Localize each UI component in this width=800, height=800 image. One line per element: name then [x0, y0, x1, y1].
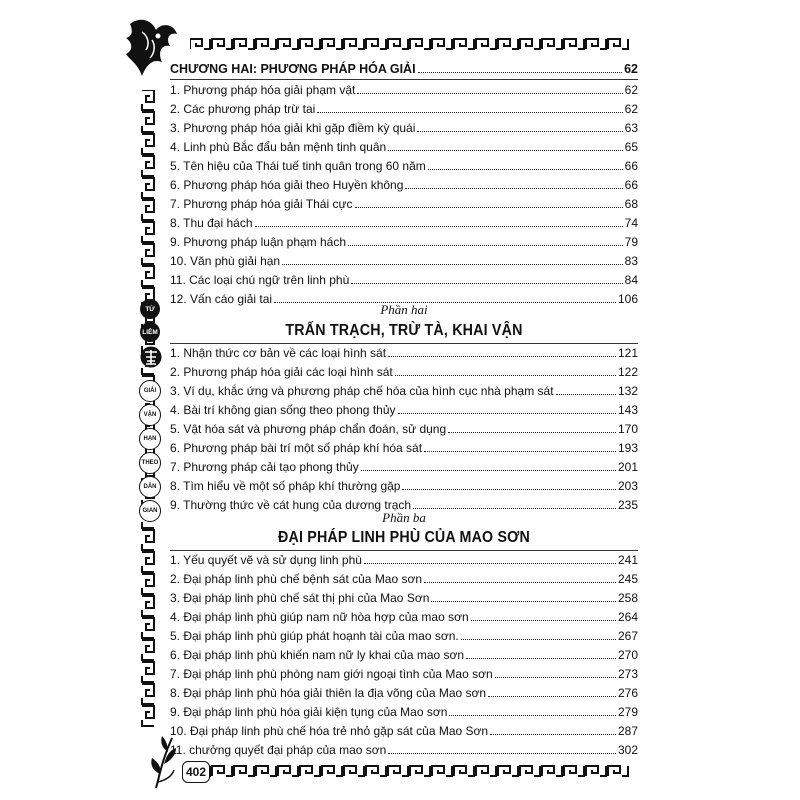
- toc-row: 8. Tìm hiểu về một số pháp khí thường gặp 203: [170, 479, 638, 493]
- side-tag-van: VẬN: [139, 404, 161, 426]
- page-number: 402: [182, 761, 210, 783]
- top-fret-border: [190, 37, 642, 51]
- toc-row: 1. Phương pháp hóa giải phạm vật 62: [170, 83, 638, 97]
- toc-row: 5. Tên hiệu của Thái tuế tinh quân trong 60 năm 66: [170, 159, 638, 173]
- chapter-rule: [170, 79, 638, 80]
- toc-row: 2. Phương pháp hóa giải các loại hình sát 122: [170, 365, 638, 379]
- toc-row: 1. Nhận thức cơ bản về các loại hình sát 121: [170, 346, 638, 360]
- toc-row: 6. Phương pháp bài trí một số pháp khí hóa sát 193: [170, 441, 638, 455]
- side-badge-tu: TỪ: [140, 299, 160, 319]
- chapter-heading: CHƯƠNG HAI: PHƯƠNG PHÁP HÓA GIẢI 62: [170, 62, 638, 76]
- plant-corner-ornament: [146, 730, 188, 790]
- toc-row: 7. Phương pháp cải tạo phong thủy 201: [170, 460, 638, 474]
- toc-row: 2. Đại pháp linh phù chế bệnh sát của Mao sơn 245: [170, 572, 638, 586]
- toc-row: 3. Ví dụ, khắc ứng và phương pháp chế hóa của hình cục nhà phạm sát 132: [170, 384, 638, 398]
- toc-row: 9. Thường thức về cát hung của dương trạch 235: [170, 498, 638, 512]
- part-three-title: ĐẠI PHÁP LINH PHÙ CỦA MAO SƠN: [277, 529, 531, 546]
- toc-row: 9. Đại pháp linh phù hóa giải kiện tụng của Mao sơn 279: [170, 705, 638, 719]
- toc-row: 6. Phương pháp hóa giải theo Huyền không 66: [170, 178, 638, 192]
- toc-row: 4. Đại pháp linh phù giúp nam nữ hòa hợp của mao sơn 264: [170, 610, 638, 624]
- toc-row: 2. Các phương pháp trừ tai 62: [170, 102, 638, 116]
- toc-row: 7. Đại pháp linh phù phòng nam giới ngoại tình của Mao sơn 273: [170, 667, 638, 681]
- toc-row: 6. Đại pháp linh phù khiến nam nữ ly khai của mao sơn 270: [170, 648, 638, 662]
- toc-row: 4. Linh phù Bắc đẩu bản mệnh tinh quân 65: [170, 140, 638, 154]
- toc-row: 8. Đại pháp linh phù hóa giải thiên la địa võng của Mao sơn 276: [170, 686, 638, 700]
- side-tag-gian: GIAN: [139, 500, 161, 522]
- seal-emblem-icon: [140, 346, 162, 368]
- toc-row: 4. Bài trí không gian sống theo phong thủy 143: [170, 403, 638, 417]
- toc-row: 3. Phương pháp hóa giải khi gặp điềm kỳ quái 63: [170, 121, 638, 135]
- toc-row: 9. Phương pháp luận phạm hách 79: [170, 235, 638, 249]
- side-tag-han: HẠN: [139, 428, 161, 450]
- bottom-fret-border: [190, 764, 642, 778]
- toc-row: 8. Thu đại hách 74: [170, 216, 638, 230]
- toc-row: 11. chưởng quyết đại pháp của mao sơn 302: [170, 743, 638, 757]
- toc-row: 11. Các loại chú ngữ trên linh phù 84: [170, 273, 638, 287]
- toc-row: 12. Vấn cáo giải tai 106: [170, 292, 638, 306]
- part-three-label: Phần ba: [382, 510, 426, 525]
- toc-row: 7. Phương pháp hóa giải Thái cực 68: [170, 197, 638, 211]
- toc-row: 5. Vật hóa sát và phương pháp chẩn đoán, sử dụng 170: [170, 422, 638, 436]
- toc-row: 10. Văn phù giải hạn 83: [170, 254, 638, 268]
- side-tag-giai: GIẢI: [139, 380, 161, 402]
- part-two-title: TRẤN TRẠCH, TRỪ TÀ, KHAI VẬN: [285, 322, 523, 339]
- toc-row: 10. Đại pháp linh phù chế hóa trẻ nhỏ gặp sát của Mao Sơn 287: [170, 724, 638, 738]
- side-tag-dan: DÂN: [139, 476, 161, 498]
- side-badge-liem: LIÊM: [140, 322, 160, 342]
- toc-row: 1. Yếu quyết vẽ và sử dụng linh phù 241: [170, 553, 638, 567]
- toc-row: 3. Đại pháp linh phù chế sát thị phi của Mao Sơn 258: [170, 591, 638, 605]
- part-two-rule: [170, 343, 638, 344]
- side-tag-theo: THEO: [139, 452, 161, 474]
- part-two-label: Phần hai: [380, 302, 428, 317]
- toc-row: 5. Đại pháp linh phù giúp phát hoạnh tài của mao sơn. 267: [170, 629, 638, 643]
- part-three-rule: [170, 550, 638, 551]
